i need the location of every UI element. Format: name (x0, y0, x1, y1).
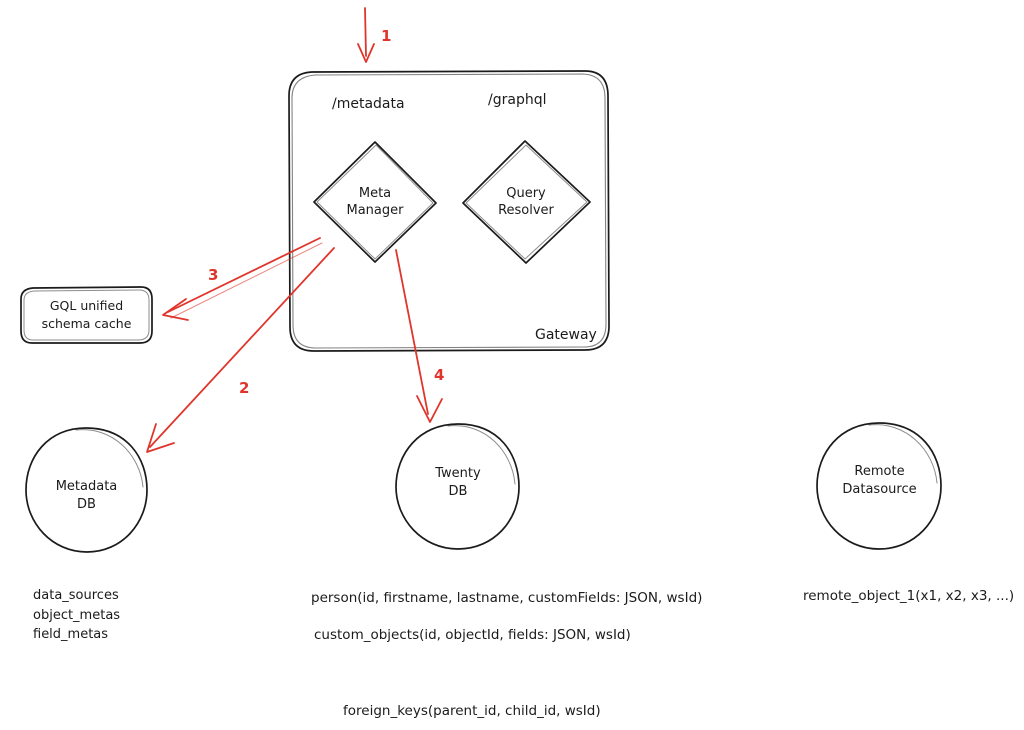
arrow-3-line-b (171, 243, 322, 318)
arrow-2-head (147, 424, 174, 452)
arrow-3-head (163, 299, 188, 320)
meta-manager-label-line1: Meta (358, 186, 392, 201)
twenty-db-label-line2: DB (448, 484, 468, 499)
cache-label-line2: schema cache (41, 316, 132, 331)
arrow-1-line (365, 8, 366, 56)
metadata-db-schema-1: data_sources (33, 588, 119, 603)
arrow-4-line (396, 250, 428, 414)
arrow-3-line (168, 238, 320, 312)
twenty-db-schema-3: foreign_keys(parent_id, child_id, wsId) (343, 703, 601, 719)
metadata-db-label-line2: DB (77, 497, 96, 512)
query-resolver-label-line1: Query (506, 186, 546, 201)
arrow-1-head (358, 44, 374, 62)
arrow-4-head (417, 396, 442, 422)
remote-datasource-schema-1: remote_object_1(x1, x2, x3, ...) (803, 588, 1015, 604)
remote-datasource-label-line1: Remote (854, 464, 905, 479)
metadata-db-schema-3: field_metas (33, 627, 109, 642)
gateway-label: Gateway (535, 327, 597, 343)
cache-box (21, 287, 152, 343)
arrow-label-2: 2 (239, 379, 250, 397)
meta-manager-label-line2: Manager (346, 203, 404, 218)
arrow-2-line (150, 248, 334, 447)
twenty-db-schema-2: custom_objects(id, objectId, fields: JSON, wsId) (314, 627, 631, 643)
arrow-label-4: 4 (434, 366, 445, 384)
metadata-db-label-line1: Metadata (55, 479, 118, 494)
twenty-db-schema-1: person(id, firstname, lastname, customFields: JSON, wsId) (311, 590, 703, 606)
remote-datasource-label-line2: Datasource (842, 482, 917, 497)
route-label-graphql: /graphql (488, 92, 547, 108)
twenty-db-label-line1: Twenty (435, 466, 481, 481)
route-label-metadata: /metadata (332, 96, 405, 112)
arrow-label-3: 3 (208, 266, 219, 284)
cache-label-line1: GQL unified (49, 298, 124, 313)
metadata-db-schema-2: object_metas (33, 608, 121, 623)
query-resolver-label-line2: Resolver (498, 203, 554, 218)
arrow-label-1: 1 (381, 27, 392, 45)
